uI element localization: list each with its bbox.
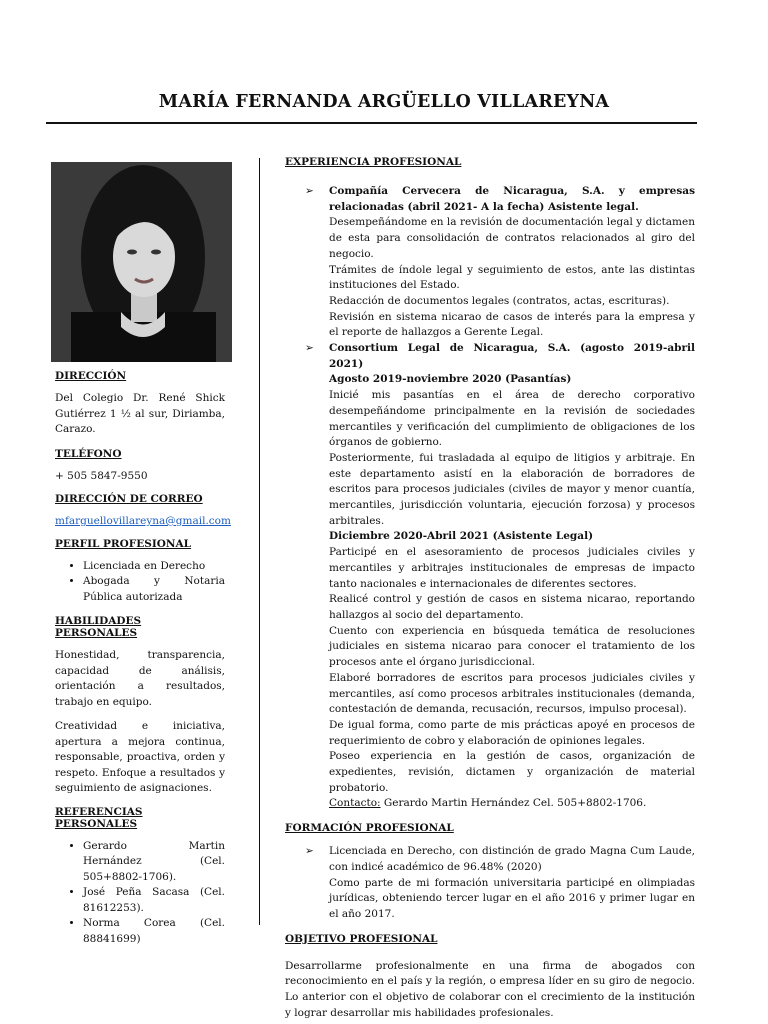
job-line: Elaboré borradores de escritos para procesos judiciales civiles y mercantiles, así como procesos arbitrales institucionales (demanda, contestación de demanda, recusación, recursos, impulso procesal). (329, 671, 695, 716)
list-item: • Abogada y Notaria Pública autorizada (83, 574, 225, 605)
job-line: Inicié mis pasantías en el área de derecho corporativo desempeñándome principalmente en la revisión de sociedades mercantiles y verificación del cumplimiento de obligaciones de los órganos de gobierno. (329, 389, 695, 449)
arrow-bullet-icon: ➢ (305, 185, 314, 197)
job-title: Consortium Legal de Nicaragua, S.A. (agosto 2019-abril 2021) (329, 342, 695, 370)
job-entry (285, 184, 695, 341)
arrow-bullet-icon: ➢ (305, 845, 314, 858)
address-heading: DIRECCIÓN (55, 370, 127, 382)
education-heading: FORMACIÓN PROFESIONAL (285, 822, 454, 835)
phone-heading: TELÉFONO (55, 447, 122, 460)
address-text: Del Colegio Dr. René Shick Gutiérrez 1 ½ al sur, Diriamba, Carazo. (55, 392, 225, 435)
education-entry (285, 844, 695, 923)
job-line: De igual forma, como parte de mis prácticas apoyé en procesos de requerimiento de cobro y elaboración de opiniones legales. (329, 718, 695, 747)
job-subtitle: Diciembre 2020-Abril 2021 (Asistente Legal) (329, 530, 594, 543)
objective-text: Desarrollarme profesionalmente en una firma de abogados con reconocimiento en el país y la región, o empresa líder en su giro de negocio. Lo anterior con el objetivo de colaborar con el crecimiento de la institución y lograr desarrollar mis habilidades profesionales. (285, 959, 695, 1019)
arrow-bullet-icon: ➢ (305, 342, 314, 355)
job-line: Desempeñándome en la revisión de documentación legal y dictamen de esta para consolidación de contratos relacionados al giro del negocio. (329, 216, 695, 260)
job-line: Participé en el asesoramiento de procesos judiciales civiles y mercantiles y arbitrajes institucionales de empresas de impacto tanto nacionales e internacionales de diferentes sectores. (329, 546, 695, 590)
job-line: Poseo experiencia en la gestión de casos, organización de expedientes, revisión, dictamen y organización de material probatorio. (329, 750, 695, 794)
email-heading: DIRECCIÓN DE CORREO (55, 493, 203, 505)
list-item: • Licenciada en Derecho (83, 559, 225, 575)
column-divider (259, 158, 260, 925)
references-list (55, 839, 225, 948)
profile-list (55, 559, 225, 606)
profile-heading: PERFIL PROFESIONAL (55, 537, 192, 550)
header-divider (46, 122, 697, 124)
education-text: Como parte de mi formación universitaria participé en olimpiadas jurídicas, obteniendo tercer lugar en el año 2016 y primer lugar en el año 2017. (329, 876, 695, 920)
contact-text: Gerardo Martin Hernández Cel. 505+8802-1706. (380, 797, 647, 810)
contact-label: Contacto: (329, 797, 381, 810)
contact-line (329, 796, 695, 812)
education-title: Licenciada en Derecho, con distinción de grado Magna Cum Laude, con indicé académico de 96.48% (2020) (329, 845, 695, 873)
profile-photo (51, 162, 232, 362)
job-line: Cuento con experiencia en búsqueda temática de resoluciones judiciales en sistema nicarao para conocer el tratamiento de los procesos ante el órgano jurisdiccional. (329, 624, 695, 669)
list-item: • Norma Corea (Cel. 88841699) (83, 916, 225, 947)
list-item: • Gerardo Martin Hernández (Cel. 505+8802-1706). (83, 839, 225, 886)
job-line: Redacción de documentos legales (contratos, actas, escrituras). (329, 294, 670, 307)
left-column (55, 162, 231, 947)
resume-name: MARÍA FERNANDA ARGÜELLO VILLAREYNA (158, 92, 610, 112)
right-column (285, 156, 695, 1021)
job-line: Trámites de índole legal y seguimiento de estos, ante las distintas instituciones del Estado. (329, 263, 695, 292)
job-line: Revisión en sistema nicarao de casos de interés para la empresa y el reporte de hallazgos a Gerente Legal. (329, 310, 695, 339)
list-item: • José Peña Sacasa (Cel. 81612253). (83, 885, 225, 916)
objective-heading: OBJETIVO PROFESIONAL (285, 932, 438, 945)
job-line: Realicé control y gestión de casos en sistema nicarao, reportando hallazgos al socio del departamento. (329, 593, 695, 621)
skills-paragraph: Honestidad, transparencia, capacidad de análisis, orientación a resultados, trabajo en equipo. (55, 649, 225, 708)
experience-heading: EXPERIENCIA PROFESIONAL (285, 156, 462, 168)
email-link[interactable]: mfarguellovillareyna@gmail.com (55, 515, 231, 527)
job-subtitle: Agosto 2019-noviembre 2020 (Pasantías) (329, 373, 572, 386)
job-line: Posteriormente, fui trasladada al equipo de litigios y arbitraje. En este departamento asistí en la elaboración de borradores de escritos para procesos judiciales (civiles de mayor y menor cuantía, mercantiles, jurisdicción voluntaria, ejecución forzosa) y procesos arbitrales. (329, 451, 695, 527)
job-title: Compañía Cervecera de Nicaragua, S.A. y empresas relacionadas (abril 2021- A la fecha) Asistente legal. (329, 185, 695, 213)
phone-text: + 505 5847-9550 (55, 469, 148, 482)
skills-paragraph: Creatividad e iniciativa, apertura a mejora continua, responsable, proactiva, orden y respeto. Enfoque a resultados y seguimiento de asignaciones. (55, 720, 225, 794)
references-heading: REFERENCIAS PERSONALES (55, 805, 143, 830)
job-entry (285, 341, 695, 812)
skills-heading: HABILIDADES PERSONALES (55, 615, 142, 639)
